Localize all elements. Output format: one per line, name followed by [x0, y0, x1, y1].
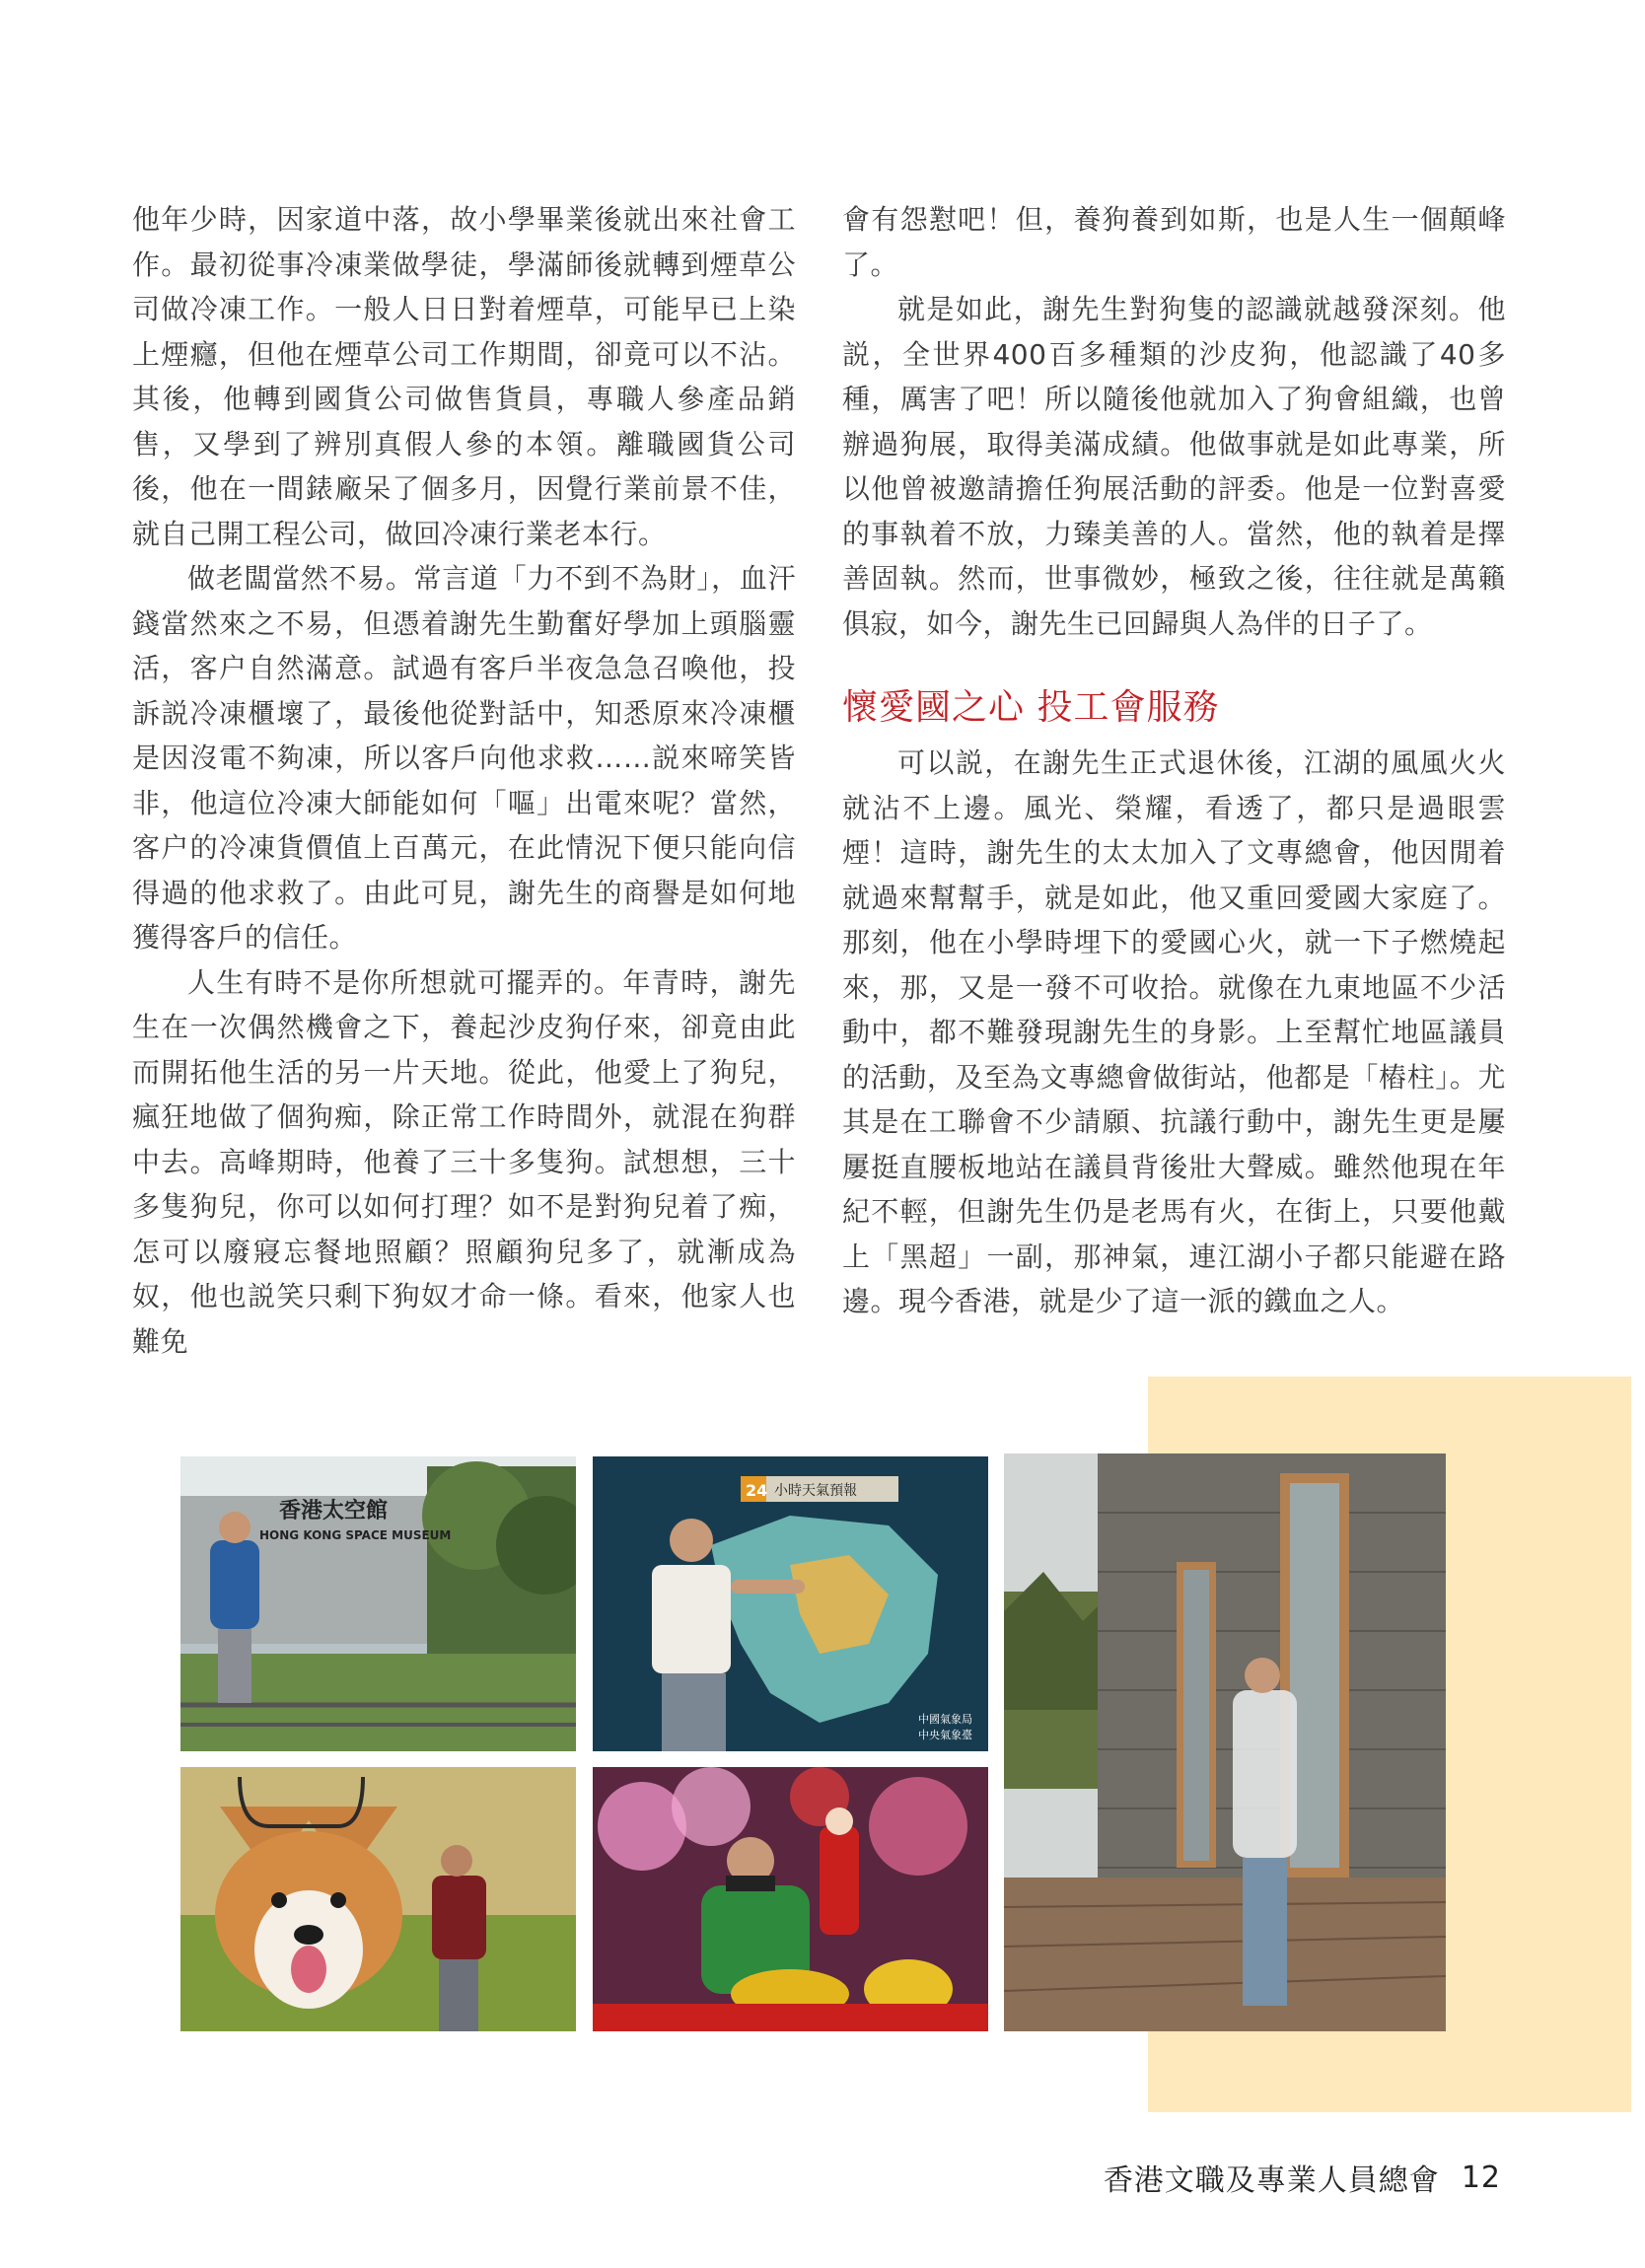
paragraph: 就是如此，謝先生對狗隻的認識就越發深刻。他説，全世界400百多種類的沙皮狗，他認識了40多種，厲害了吧！所以隨後他就加入了狗會組織，也曾辦過狗展，取得美滿成績。他做事就是如此專業，所以他曾被邀請擔任狗展活動的評委。他是一位對喜愛的事執着不放，力臻美善的人。當然，他的執着是擇善固執。然而，世事微妙，極致之後，往往就是萬籟俱寂，如今，謝先生已回歸與人為伴的日子了。 [842, 293, 1506, 640]
weather-credit-2: 中央氣象臺 [918, 1729, 972, 1741]
paragraph: 會有怨懟吧！但，養狗養到如斯，也是人生一個顛峰了。 [842, 203, 1506, 281]
article-column-right [842, 197, 1506, 1324]
organization-name: 香港文職及專業人員總會 [1103, 2163, 1440, 2198]
page-footer [1104, 2156, 1501, 2199]
paragraph: 做老闆當然不易。常言道「力不到不為財」，血汗錢當然來之不易，但憑着謝先生勤奮好學加上頭腦靈活，客户自然滿意。試過有客戶半夜急急召喚他，投訴説冷凍櫃壞了，最後他從對話中，知悉原來冷凍櫃是因沒電不夠凍，所以客戶向他求救……説來啼笑皆非，他這位冷凍大師能如何「嘔」出電來呢？當然，客户的冷凍貨價值上百萬元，在此情況下便只能向信得過的他求救了。由此可見，謝先生的商譽是如何地獲得客戶的信任。 [132, 562, 796, 954]
article-column-left [132, 197, 796, 1364]
section-heading: 懷愛國之心 投工會服務 [842, 687, 1220, 728]
sign-text-en: HONG KONG SPACE MUSEUM [259, 1528, 452, 1542]
paragraph: 人生有時不是你所想就可擺弄的。年青時，謝先生在一次偶然機會之下，養起沙皮狗仔來，卻竟由此而開拓他生活的另一片天地。從此，他愛上了狗兒，瘋狂地做了個狗痴，除正常工作時間外，就混在狗群中去。高峰期時，他養了三十多隻狗。試想想，三十多隻狗兒，你可以如何打理？如不是對狗兒着了痴，怎可以廢寢忘餐地照顧？照顧狗兒多了，就漸成為奴，他也説笑只剩下狗奴才命一條。看來，他家人也難免 [132, 965, 796, 1358]
paragraph: 可以説，在謝先生正式退休後，江湖的風風火火就沾不上邊。風光、榮耀，看透了，都只是過眼雲煙！這時，謝先生的太太加入了文專總會，他因閒着就過來幫幫手，就是如此，他又重回愛國大家庭了。那刻，他在小學時埋下的愛國心火，就一下子燃燒起來，那，又是一發不可收拾。就像在九東地區不少活動中，都不難發現謝先生的身影。上至幫忙地區議員的活動，及至為文專總會做街站，他都是「樁柱」。尤其是在工聯會不少請願、抗議行動中，謝先生更是屢屢挺直腰板地站在議員背後壯大聲威。雖然他現在年紀不輕，但謝先生仍是老馬有火，在街上，只要他戴上「黑超」一副，那神氣，連江湖小子都只能避在路邊。現今香港，就是少了這一派的鐵血之人。 [842, 746, 1506, 1317]
photo-corgi [180, 1767, 576, 2031]
sign-text-cn: 香港太空館 [279, 1499, 389, 1524]
paragraph: 他年少時，因家道中落，故小學畢業後就出來社會工作。最初從事冷凍業做學徒，學滿師後就轉到煙草公司做冷凍工作。一般人日日對着煙草，可能早已上染上煙癮，但他在煙草公司工作期間，卻竟可以不沾。其後，他轉到國貨公司做售貨員，專職人參產品銷售，又學到了辨別真假人參的本領。離職國貨公司後，他在一間錶廠呆了個多月，因覺行業前景不佳，就自己開工程公司，做回冷凍行業老本行。 [132, 203, 796, 550]
weather-title: 小時天氣預報 [774, 1483, 857, 1499]
photo-space-museum [180, 1456, 576, 1751]
photo-festival [593, 1767, 988, 2031]
page-number: 12 [1461, 2160, 1501, 2195]
photo-weather-map [593, 1456, 988, 1751]
weather-badge-number: 24 [746, 1481, 768, 1500]
photo-stone-house [1004, 1453, 1446, 2031]
weather-credit-1: 中國氣象局 [918, 1713, 972, 1726]
